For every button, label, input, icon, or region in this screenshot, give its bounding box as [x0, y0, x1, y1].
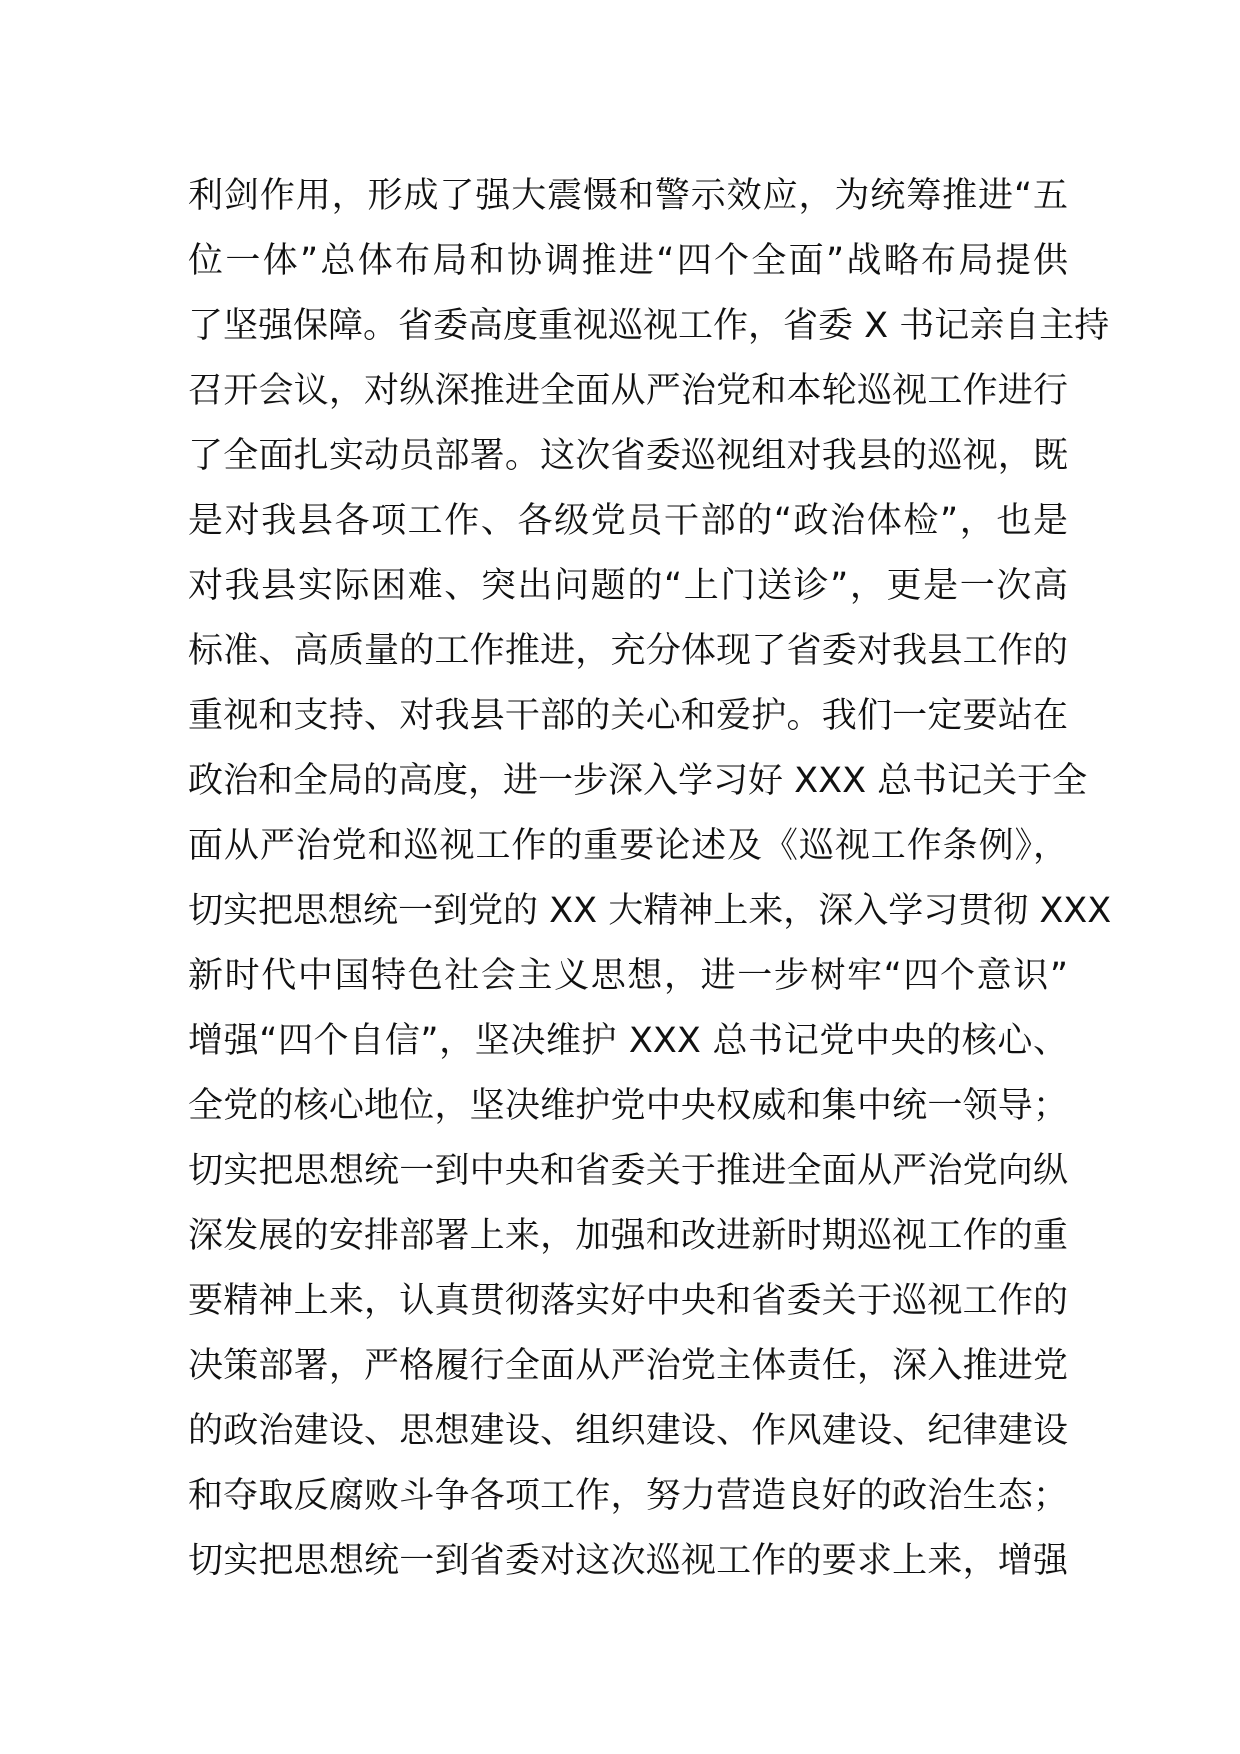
- text-line: 的政治建设、思想建设、组织建设、作风建设、纪律建设: [188, 1411, 1068, 1451]
- text-line: 召开会议，对纵深推进全面从严治党和本轮巡视工作进行: [188, 371, 1068, 411]
- text-line: 切实把思想统一到省委对这次巡视工作的要求上来，增强: [188, 1541, 1068, 1581]
- body-paragraph: [188, 164, 1112, 1594]
- text-line: 和夺取反腐败斗争各项工作，努力营造良好的政治生态；: [188, 1476, 1068, 1516]
- text-line: 全党的核心地位，坚决维护党中央权威和集中统一领导；: [188, 1086, 1068, 1126]
- text-line: 切实把思想统一到中央和省委关于推进全面从严治党向纵: [188, 1151, 1068, 1191]
- text-line: 增强“四个自信”，坚决维护 XXX 总书记党中央的核心、: [188, 1021, 1068, 1061]
- text-line: 是对我县各项工作、各级党员干部的“政治体检”，也是: [188, 501, 1068, 541]
- text-line: 决策部署，严格履行全面从严治党主体责任，深入推进党: [188, 1346, 1068, 1386]
- text-line: 利剑作用，形成了强大震慑和警示效应，为统筹推进“五: [188, 176, 1068, 216]
- text-line: 了全面扎实动员部署。这次省委巡视组对我县的巡视，既: [188, 436, 1068, 476]
- text-line: 切实把思想统一到党的 XX 大精神上来，深入学习贯彻 XXX: [188, 891, 1112, 931]
- text-line: 面从严治党和巡视工作的重要论述及《巡视工作条例》，: [188, 826, 1068, 866]
- text-line: 对我县实际困难、突出问题的“上门送诊”，更是一次高: [188, 566, 1068, 606]
- text-line: 深发展的安排部署上来，加强和改进新时期巡视工作的重: [188, 1216, 1068, 1256]
- text-line: 重视和支持、对我县干部的关心和爱护。我们一定要站在: [188, 696, 1068, 736]
- text-line: 了坚强保障。省委高度重视巡视工作，省委 X 书记亲自主持: [188, 306, 1110, 346]
- text-line: 新时代中国特色社会主义思想，进一步树牢“四个意识”: [188, 956, 1068, 996]
- text-line: 要精神上来，认真贯彻落实好中央和省委关于巡视工作的: [188, 1281, 1068, 1321]
- text-line: 标准、高质量的工作推进，充分体现了省委对我县工作的: [188, 631, 1068, 671]
- text-line: 位一体”总体布局和协调推进“四个全面”战略布局提供: [188, 241, 1068, 281]
- text-line: 政治和全局的高度，进一步深入学习好 XXX 总书记关于全: [188, 761, 1088, 801]
